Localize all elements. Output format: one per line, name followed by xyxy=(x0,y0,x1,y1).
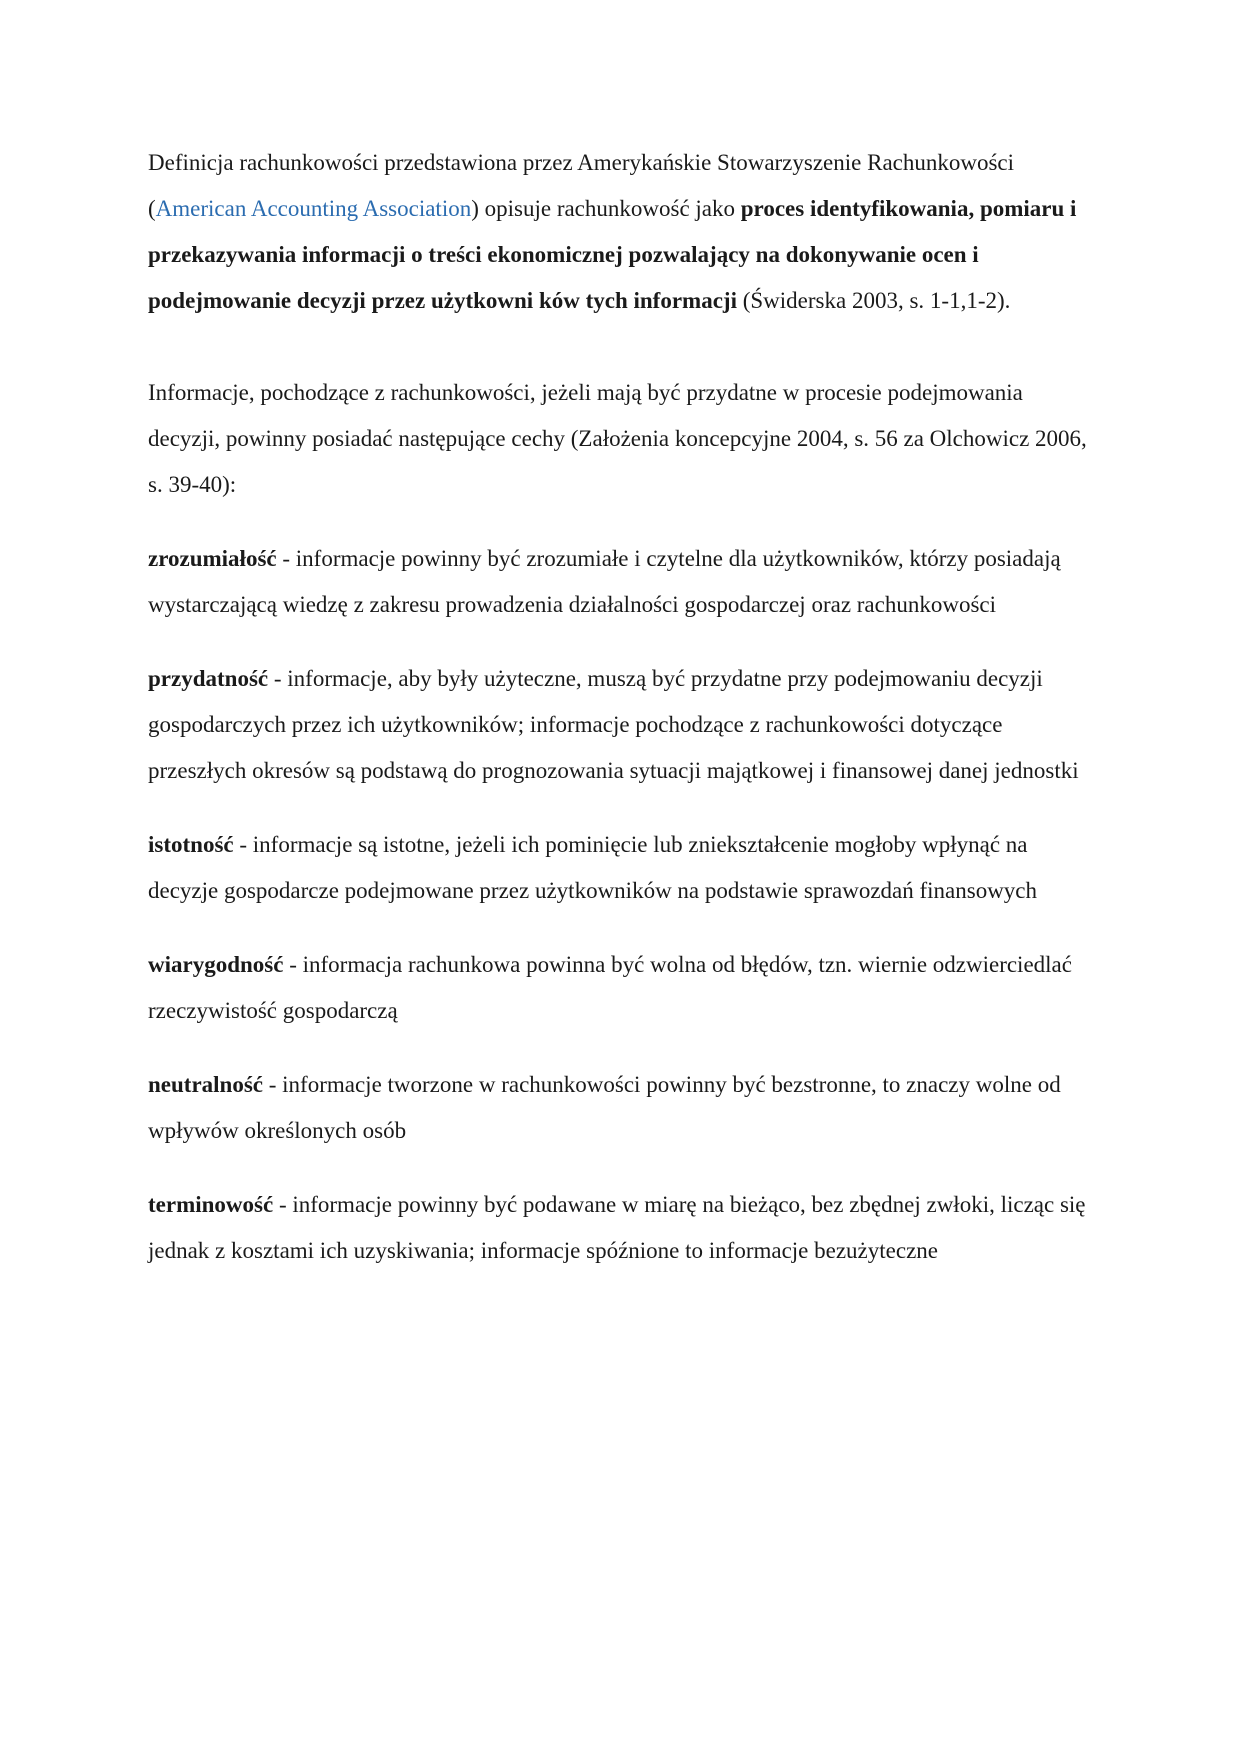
feature-item-neutralnosc xyxy=(148,1062,1098,1154)
feature-description: - informacje powinny być podawane w miarę na bieżąco, bez zbędnej zwłoki, licząc się jednak z kosztami ich uzyskiwania; informacje spóźnione to informacje bezużyteczne xyxy=(148,1192,1086,1263)
feature-term: przydatność xyxy=(148,666,269,691)
feature-item-przydatnosc xyxy=(148,656,1098,794)
feature-term: zrozumiałość xyxy=(148,546,277,571)
feature-term: terminowość xyxy=(148,1192,274,1217)
definition-text-start: Definicja rachunkowości przedstawiona przez Amerykańskie Stowarzyszenie Rachunkowości ( xyxy=(148,150,1015,221)
feature-item-terminowosc xyxy=(148,1182,1098,1274)
feature-description: - informacje powinny być zrozumiałe i czytelne dla użytkowników, którzy posiadają wystarczającą wiedzę z zakresu prowadzenia działalności gospodarczej oraz rachunkowości xyxy=(148,546,1061,617)
american-accounting-association-link[interactable]: American Accounting Association xyxy=(155,196,472,221)
document-content xyxy=(148,140,1098,1302)
feature-description: - informacje są istotne, jeżeli ich pominięcie lub zniekształcenie mogłoby wpłynąć na decyzje gospodarcze podejmowane przez użytkowników na podstawie sprawozdań finansowych xyxy=(148,832,1038,903)
definition-citation: (Świderska 2003, s. 1-1,1-2). xyxy=(736,288,1011,313)
feature-term: istotność xyxy=(148,832,234,857)
feature-description: - informacja rachunkowa powinna być wolna od błędów, tzn. wiernie odzwierciedlać rzeczywistość gospodarczą xyxy=(148,952,1072,1023)
feature-item-istotnosc xyxy=(148,822,1098,914)
feature-item-zrozumialosc xyxy=(148,536,1098,628)
feature-description: - informacje tworzone w rachunkowości powinny być bezstronne, to znaczy wolne od wpływów określonych osób xyxy=(148,1072,1061,1143)
feature-description: - informacje, aby były użyteczne, muszą być przydatne przy podejmowaniu decyzji gospodarczych przez ich użytkowników; informacje pochodzące z rachunkowości dotyczące przeszłych okresów są podstawą do prognozowania sytuacji majątkowej i finansowej danej jednostki xyxy=(148,666,1079,783)
definition-text-middle: ) opisuje rachunkowość jako xyxy=(471,196,741,221)
feature-term: wiarygodność xyxy=(148,952,284,977)
definition-bold-text: proces identyfikowania, pomiaru i przekazywania informacji o treści ekonomicznej pozwalający na dokonywanie ocen i podejmowanie decyzji przez użytkowni ków tych informacji xyxy=(148,196,1077,313)
definition-paragraph xyxy=(148,140,1098,324)
feature-item-wiarygodnosc xyxy=(148,942,1098,1034)
feature-term: neutralność xyxy=(148,1072,263,1097)
information-features-paragraph: Informacje, pochodzące z rachunkowości, jeżeli mają być przydatne w procesie podejmowania decyzji, powinny posiadać następujące cechy (Założenia koncepcyjne 2004, s. 56 za Olchowicz 2006, s. 39-40): xyxy=(148,380,1087,497)
